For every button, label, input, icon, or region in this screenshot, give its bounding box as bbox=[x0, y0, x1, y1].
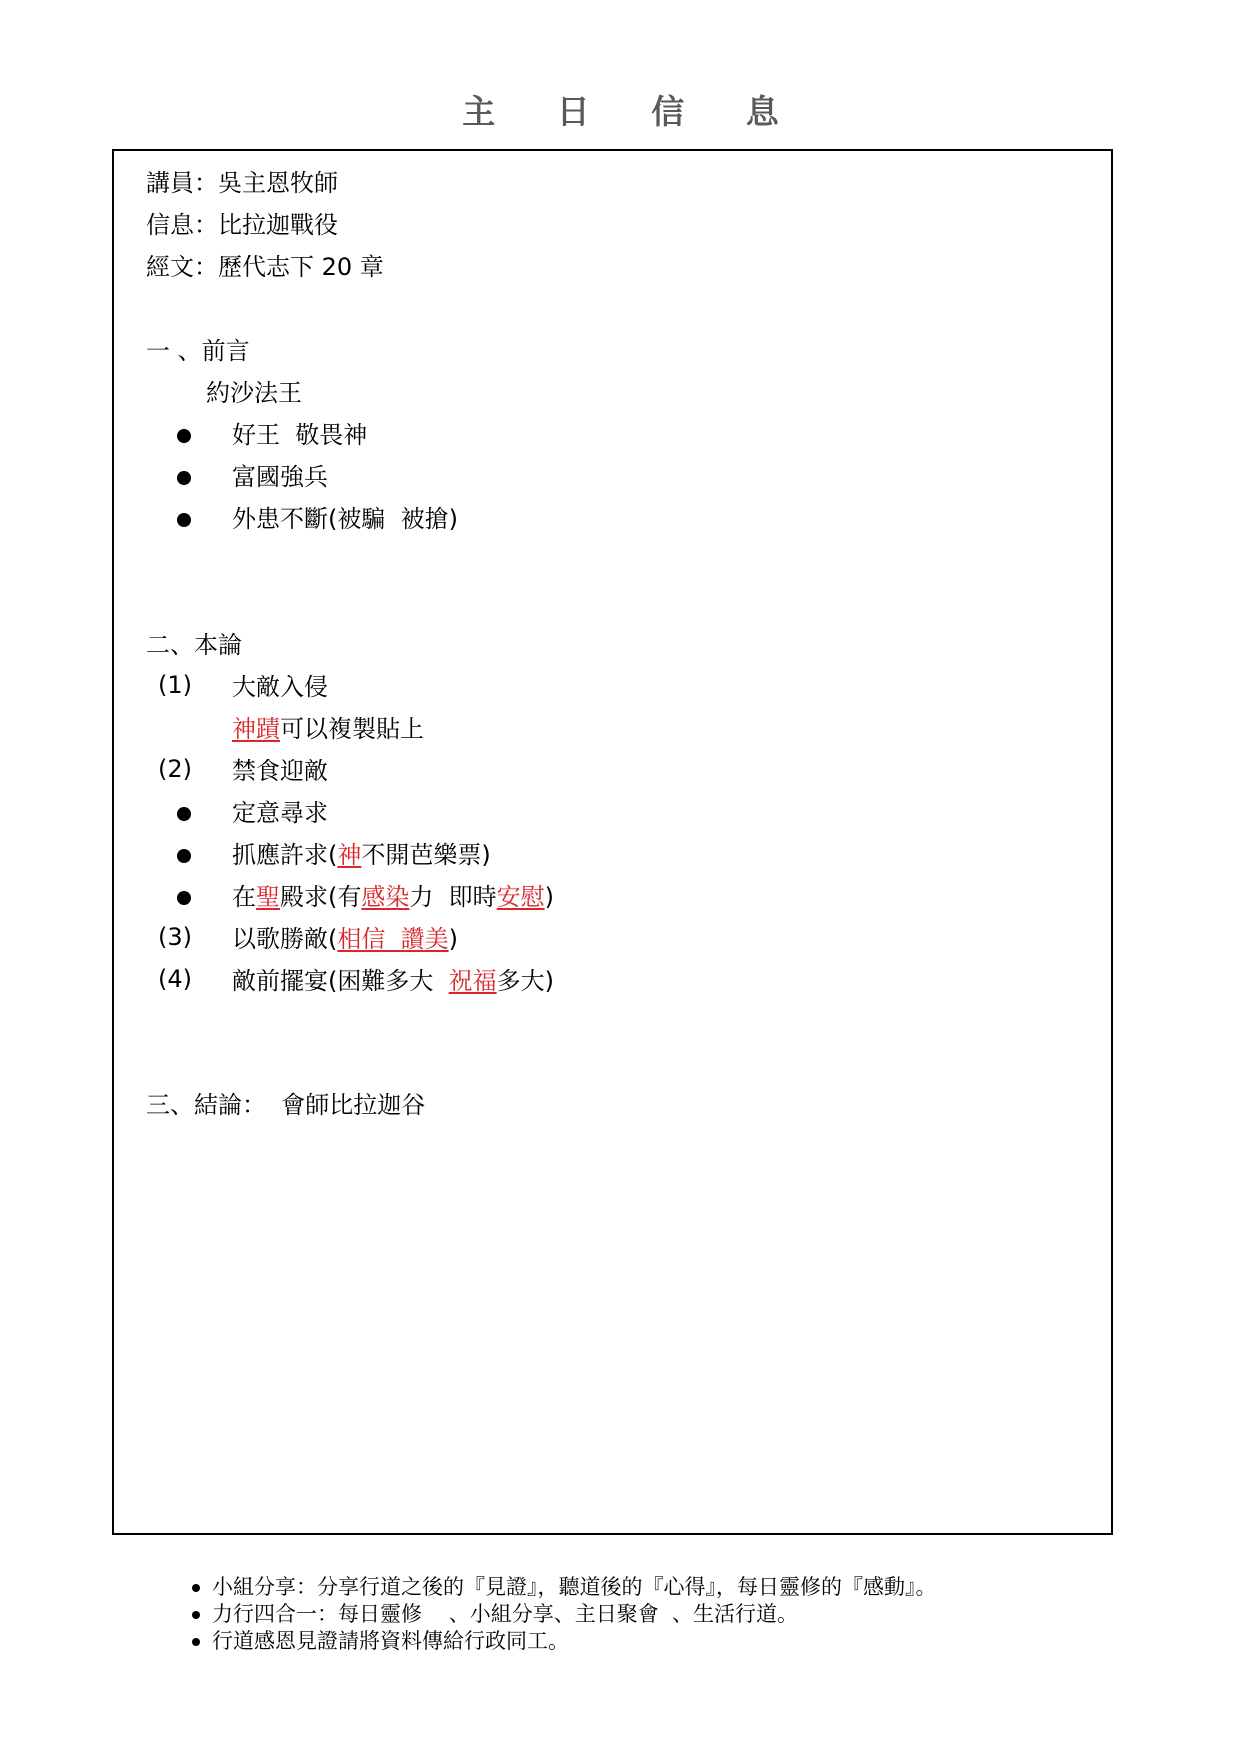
message-label: 信息： bbox=[146, 211, 218, 239]
highlight-text: 神 bbox=[337, 841, 362, 869]
bullet-icon bbox=[177, 849, 191, 863]
bullet-icon bbox=[177, 513, 191, 527]
point4-text bbox=[232, 965, 554, 997]
text-segment: 多大) bbox=[496, 967, 554, 995]
highlight-text: 相信 讚美 bbox=[337, 925, 449, 953]
bullet-icon bbox=[177, 807, 191, 821]
point2-number: (2) bbox=[158, 755, 192, 783]
message-title: 比拉迦戰役 bbox=[218, 211, 338, 239]
scripture-label: 經文： bbox=[146, 253, 218, 281]
bullet-icon bbox=[192, 1611, 200, 1619]
speaker-name: 吳主恩牧師 bbox=[218, 169, 338, 197]
point2-text: 禁食迎敵 bbox=[232, 757, 328, 785]
page-title: 主 日 信 息 bbox=[462, 92, 804, 131]
bullet-icon bbox=[177, 429, 191, 443]
point3-text bbox=[232, 923, 458, 955]
section2-heading: 二、本論 bbox=[146, 631, 242, 659]
point2-bullet-3 bbox=[232, 881, 554, 913]
footer-item bbox=[192, 1574, 937, 1601]
scripture-line bbox=[146, 251, 384, 283]
highlight-text: 聖 bbox=[256, 883, 280, 911]
point2-bullet-2 bbox=[232, 839, 491, 871]
text-segment: 不開芭樂票) bbox=[361, 841, 491, 869]
footer-text: 小組分享：分享行道之後的『見證』，聽道後的『心得』，每日靈修的『感動』。 bbox=[212, 1575, 937, 1599]
section1-subtitle: 約沙法王 bbox=[206, 379, 302, 407]
content-frame bbox=[112, 149, 1113, 1535]
section1-bullet-1: 好王 敬畏神 bbox=[232, 421, 368, 449]
footer-notes bbox=[192, 1574, 937, 1655]
speaker-line bbox=[146, 167, 338, 199]
highlight-text: 安慰 bbox=[496, 883, 545, 911]
text-segment: 敵前擺宴(困難多大 bbox=[232, 967, 449, 995]
section1-bullet-3: 外患不斷(被騙 被搶) bbox=[232, 505, 458, 533]
point4-number: (4) bbox=[158, 965, 192, 993]
text-segment: 在 bbox=[232, 883, 256, 911]
text-segment: ) bbox=[544, 883, 555, 911]
text-segment: 以歌勝敵( bbox=[232, 925, 338, 953]
section3-heading: 三、結論： 會師比拉迦谷 bbox=[146, 1091, 426, 1119]
highlight-text: 神蹟 bbox=[232, 715, 280, 743]
highlight-text: 感染 bbox=[361, 883, 410, 911]
bullet-icon bbox=[192, 1638, 200, 1646]
point1-text: 大敵入侵 bbox=[232, 673, 328, 701]
text-segment: 抓應許求( bbox=[232, 841, 338, 869]
speaker-label: 講員： bbox=[146, 169, 218, 197]
point3-number: (3) bbox=[158, 923, 192, 951]
text-segment: 殿求(有 bbox=[280, 883, 362, 911]
scripture-ref: 歷代志下 20 章 bbox=[218, 253, 384, 281]
bullet-icon bbox=[192, 1584, 200, 1592]
message-line bbox=[146, 209, 338, 241]
footer-text: 力行四合一：每日靈修 、小組分享、主日聚會 、生活行道。 bbox=[212, 1602, 799, 1626]
section1-bullet-2: 富國強兵 bbox=[232, 463, 328, 491]
bullet-icon bbox=[177, 891, 191, 905]
footer-item bbox=[192, 1628, 937, 1655]
point1-subline bbox=[232, 713, 424, 745]
highlight-text: 祝福 bbox=[448, 967, 497, 995]
footer-item bbox=[192, 1601, 937, 1628]
text-segment: 力 即時 bbox=[409, 883, 497, 911]
point1-number: (1) bbox=[158, 671, 192, 699]
bullet-icon bbox=[177, 471, 191, 485]
point1-subline-rest: 可以複製貼上 bbox=[280, 715, 424, 743]
footer-text: 行道感恩見證請將資料傳給行政同工。 bbox=[212, 1629, 569, 1653]
point2-bullet-1: 定意尋求 bbox=[232, 799, 328, 827]
text-segment: ) bbox=[448, 925, 459, 953]
section1-heading: 一 、前言 bbox=[146, 337, 250, 365]
